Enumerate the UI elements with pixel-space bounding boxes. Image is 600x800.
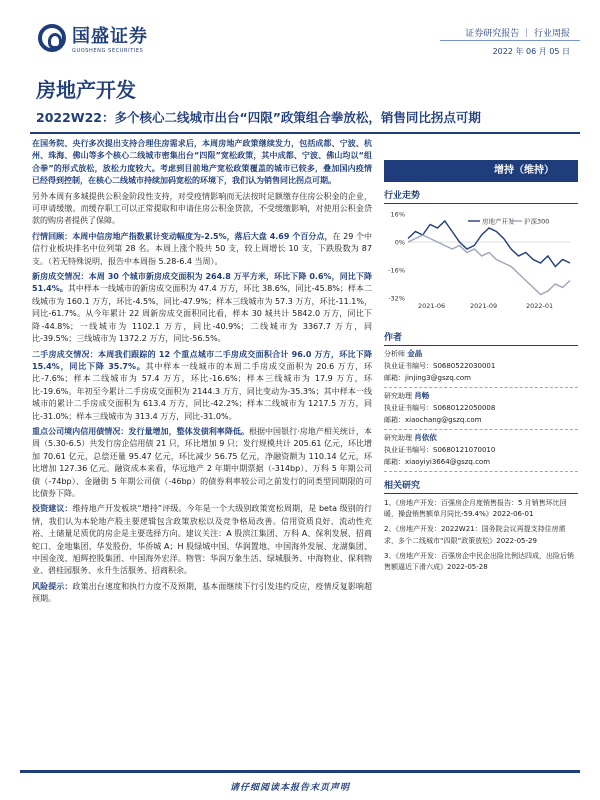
author-role: 分析师: [384, 350, 405, 358]
paragraph-risk-warning: [32, 581, 372, 606]
footer-divider: [20, 770, 580, 773]
author-name: 肖依依: [414, 433, 437, 442]
paragraph-text: 其中样本一线城市的本周二手房成交面积为 20.6 万方，环比-7.6%；样本二线城市为 57.4 万方，环比-16.6%；样本三线城市为 17.9 万方，环比-19.6%。年初至今累计二手房成交面积为 2144.3 万方，同比变动为-35.3%；其中样本一线城市的累计二手房成交面积为 613.4 万方，同比-42.2%；样本二线城市为 1217.5 万方，同比-31.0%；样本三线城市为 313.4 万方，同比-31.0%。: [32, 361, 372, 421]
related-item[interactable]: 1、《房地产开发：百强房企月度销售报告：5 月销售环比回暖，操盘销售额单月同比-59.4%》2022-06-01: [384, 499, 567, 519]
paragraph-lead: 重点公司境内信用债情况：发行量增加，整体发债利率降低。: [32, 426, 249, 436]
x-tick-label: 2022-01: [526, 302, 554, 310]
author-role: 研究助理: [384, 392, 412, 400]
paragraph-investment-advice: [32, 503, 372, 577]
author-email[interactable]: 邮箱：jinjing3@gszq.com: [384, 374, 471, 382]
paragraph-text: 另外本周有多城提供公积金阶段性支持，对受疫情影响而无法按时足额缴存住房公积金的企业，可申请缓缴。而缓存职工可以正常提取和申请住房公积金贷款，不受缓缴影响，对使用公积金贷款的购房者提供了保障。: [32, 191, 372, 226]
trend-chart-svg: [384, 206, 578, 316]
related-section-title: 相关研究: [384, 478, 578, 494]
report-header: [0, 0, 600, 70]
paragraph-text: 在国务院、央行多次提出支持合理住房需求后，本周房地产政策继续发力，包括成都、宁波、杭州、珠海、佛山等多个核心二线城市密集出台“四限”宽松政策，其中成都、宁波、佛山均以“组合拳”的形式放松，放松力度较大。考虑到目前地产宽松政策覆盖的城市已较多，叠加国内疫情已经得到控制，在核心二线城市持续加码宽松的环境下，我们认为销售同比拐点可期。: [32, 139, 372, 186]
paragraph-second-hand-sales: [32, 349, 372, 423]
rating-badge: 增持（维持）: [384, 160, 578, 182]
trend-chart: [384, 206, 578, 316]
paragraph-lead: 投资建议：: [32, 504, 73, 514]
paragraph-provident-fund: [32, 191, 372, 228]
author-section-title: 作者: [384, 330, 578, 346]
report-subtitle: 2022W22：多个核心二线城市出台“四限”政策组合拳放松，销售同比拐点可期: [36, 110, 481, 125]
related-item[interactable]: 3、《房地产开发：百强房企中民企出险比例达四成，出险后销售额逼近下滑六成》2022-05-28: [384, 551, 574, 572]
page-title: 房地产开发: [36, 78, 136, 102]
y-tick-label: 0%: [394, 238, 405, 247]
paragraph-text: 维持地产开发板块“增持”评级。今年是一个大级别政策宽松周期，是 beta 级别的行情，我们认为本轮地产股主要逻辑包含政策放松以及竞争格局改善。信用资质良好、流动性充裕、土储量足质优的房企是主要选择方向。建议关注：A 股滨江集团、万科 A、保利发展、招商蛇口、金地集团、华发股份、华侨城 A；H 股绿城中国、华润置地、中国海外发展、龙湖集团、中国金茂、旭辉控股集团、中国海外宏洋。物管：华润万象生活、绿城服务、中海物业、保利物业、碧桂园服务、永升生活服务、招商积余。: [32, 504, 372, 576]
related-list: [384, 498, 578, 573]
legend-label: 房地产开发: [482, 217, 515, 226]
y-tick-label: 16%: [390, 210, 405, 219]
paragraph-new-home-sales: [32, 271, 372, 345]
paragraph-lead: 行情回顾：本周中信房地产指数累计变动幅度为-2.5%，落后大盘 4.69 个百分点，: [32, 231, 333, 241]
paragraph-text: 在 29 个中信行业板块排名中位列第 28 名。本周上涨个股共 50 支，较上周增长 10 支，下跌股数为 87 支。（若无特殊说明，报告中本周指 5.28-6.4 当周）。: [32, 231, 372, 266]
author-card: [384, 388, 578, 430]
paragraph-lead: 新房成交情况：本周 30 个城市新房成交面积为 264.8 万平方米，环比下降 0.6%，同比下降 51.4%。: [32, 272, 372, 294]
paragraph-text: 政策出台速度和执行力度不及预期，基本面继续下行引发违约反应，疫情反复影响超预期。: [32, 581, 373, 604]
author-email[interactable]: 邮箱：xiaoyiyi3664@gszq.com: [384, 458, 491, 466]
y-tick-label: -16%: [388, 266, 405, 275]
company-logo: [38, 22, 148, 54]
header-divider: [440, 40, 580, 41]
logo-icon: [38, 24, 66, 52]
paragraph-text: 根据中国银行·房地产相关统计，本周（5.30-6.5）共发行房企信用债 21 只，环比增加 9 只；发行规模共计 205.61 亿元，环比增加 70.61 亿元，总偿还量 95.47 亿元，环比减少 56.75 亿元，净融资额为 110.14 亿元，环比增加 127.36 亿元。融资成本来看，华远地产 2 年期中期票据（-314bp）、万科 5 年期公司债（-74bp）、金融街 5 年期公司债（-46bp）的债券利率较公司之前发行的同类型同期限的可比债券下降。: [32, 426, 372, 498]
x-tick-label: 2021-06: [418, 302, 446, 310]
author-card: [384, 346, 578, 388]
report-type: 证券研究报告 ｜ 行业周报: [465, 29, 570, 39]
footer-text: 请仔细阅读本报告末页声明: [230, 783, 351, 793]
author-cert: 执业证书编号：S0680522030001: [384, 362, 496, 370]
x-tick-label: 2021-09: [470, 302, 498, 310]
paragraph-credit-bonds: [32, 426, 372, 500]
author-cert: 执业证书编号：S0680122050008: [384, 404, 496, 412]
sidebar: [384, 138, 578, 577]
y-tick-label: -32%: [388, 294, 405, 303]
author-cert: 执业证书编号：S0680121070010: [384, 446, 496, 454]
author-name: 肖畅: [414, 391, 430, 400]
author-email[interactable]: 邮箱：xiaochang@gszq.com: [384, 416, 482, 424]
series-line-1: [408, 235, 570, 295]
main-body: [32, 138, 372, 609]
authors-section: [384, 330, 578, 472]
paragraph-market-review: [32, 231, 372, 268]
legend-label: 沪深300: [524, 217, 550, 226]
paragraph-text: 其中样本一线城市的新房成交面积为 47.4 万方，环比 38.6%，同比-45.8%；样本二线城市为 160.1 万方，环比-4.5%，同比-47.9%；样本三线城市为 57.3 万方，环比-11.1%，同比-61.7%。从今年累计 22 周新房成交面积同比看，样本 30 城共计 5842.0 万方，同比下降-44.8%；一线城市为 1102.1 万方，同比-40.9%；二线城市为 3367.7 万方，同比-39.5%；三线城市为 1372.2 万方，同比-56.5%。: [32, 284, 372, 344]
summary-paragraph: [32, 138, 372, 188]
related-item[interactable]: 2、《房地产开发：2022W21：国务院会议再提支持住房需求，多个二线城市“四限”政策放松》2022-05-29: [384, 525, 566, 545]
author-card: [384, 430, 578, 472]
trend-section-title: 行业走势: [384, 188, 578, 204]
paragraph-lead: 风险提示：: [32, 581, 73, 591]
logo-english: GUOSHENG SECURITIES: [72, 48, 144, 54]
report-date: 2022 年 06 月 05 日: [492, 47, 570, 56]
series-line-0: [408, 221, 570, 267]
title-divider: [30, 132, 580, 134]
logo-name: 国盛证券: [72, 26, 148, 47]
paragraph-lead: 二手房成交情况：本周我们跟踪的 12 个重点城市二手房成交面积合计 96.0 万方，环比下降 15.4%，同比下降 35.7%。: [32, 349, 372, 371]
author-role: 研究助理: [384, 434, 412, 442]
author-name: 金晶: [407, 349, 423, 358]
